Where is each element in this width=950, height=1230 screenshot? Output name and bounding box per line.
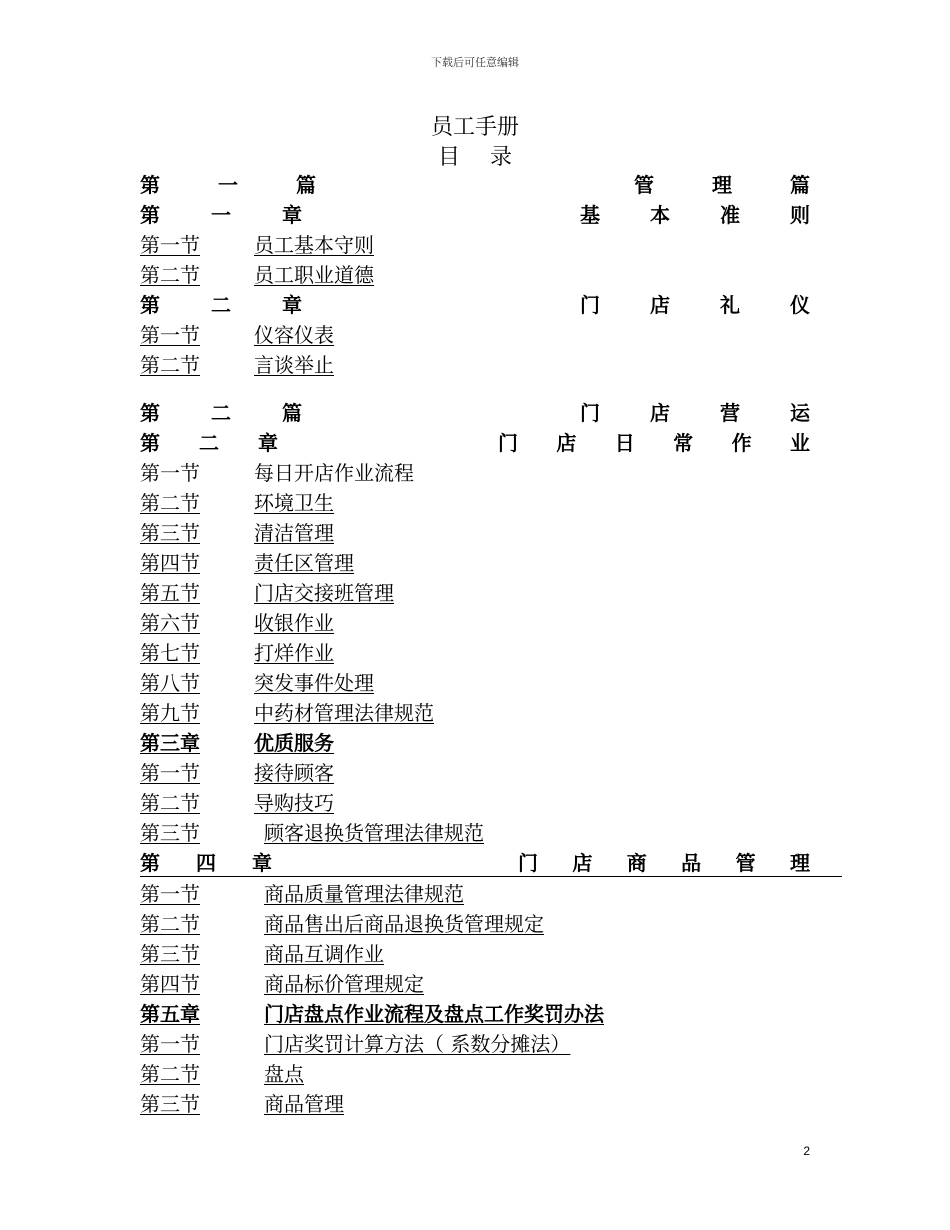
table-of-contents [140,168,810,1117]
toc-section[interactable]: 第三节 商品管理 [140,1091,344,1116]
toc-section[interactable]: 第二节 环境卫生 [140,490,334,515]
toc-chapter-5[interactable]: 第五章 门店盘点作业流程及盘点工作奖罚办法 [140,1001,604,1026]
part-2-title: 门 店 营 运 [580,400,810,425]
toc-heading: 目录 [437,145,542,170]
header-note: 下载后可任意编辑 [431,56,519,69]
toc-section[interactable]: 第二节 导购技巧 [140,790,334,815]
toc-section[interactable]: 第六节 收银作业 [140,610,334,635]
toc-chapter-2b[interactable] [140,426,810,456]
toc-section[interactable]: 第一节 员工基本守则 [140,232,374,257]
toc-section[interactable]: 第一节 商品质量管理法律规范 [140,881,464,906]
page-number: 2 [803,1144,810,1158]
toc-section[interactable]: 第一节 门店奖罚计算方法（ 系数分摊法） [140,1031,571,1056]
toc-section[interactable]: 第三节 商品互调作业 [140,941,384,966]
chapter-4-title: 门 店 商 品 管 理 [518,850,810,875]
toc-section[interactable]: 第二节 员工职业道德 [140,262,374,287]
toc-chapter-4[interactable] [140,846,842,877]
chapter-1-number: 第 一 章 [140,202,302,227]
toc-chapter-1[interactable] [140,198,810,228]
toc-section[interactable]: 第一节 每日开店作业流程 [140,460,414,485]
chapter-4-number: 第 四 章 [140,850,272,875]
toc-section[interactable]: 第二节 言谈举止 [140,352,334,377]
toc-section[interactable]: 第一节 仪容仪表 [140,322,334,347]
chapter-2-number: 第 二 章 [140,292,302,317]
toc-chapter-2[interactable] [140,288,810,318]
toc-section[interactable]: 第二节 商品售出后商品退换货管理规定 [140,911,544,936]
toc-section[interactable]: 第四节 商品标价管理规定 [140,971,424,996]
document-title: 员工手册 [430,115,519,140]
chapter-2b-title: 门 店 日 常 作 业 [498,430,810,455]
chapter-2b-number: 第 二 章 [140,430,278,455]
chapter-1-title: 基 本 准 则 [580,202,810,227]
toc-section[interactable]: 第七节 打烊作业 [140,640,334,665]
part-1-title: 管 理 篇 [634,172,810,197]
toc-part-2[interactable] [140,396,810,426]
part-2-number: 第 二 篇 [140,400,302,425]
toc-section[interactable]: 第八节 突发事件处理 [140,670,374,695]
chapter-2-title: 门 店 礼 仪 [580,292,810,317]
toc-section[interactable]: 第四节 责任区管理 [140,550,354,575]
toc-part-1[interactable] [140,168,810,198]
toc-section[interactable]: 第二节 盘点 [140,1061,304,1086]
toc-section[interactable]: 第三节 清洁管理 [140,520,334,545]
toc-chapter-3[interactable]: 第三章 优质服务 [140,730,334,755]
toc-section[interactable]: 第三节 顾客退换货管理法律规范 [140,820,484,845]
part-1-number: 第 一 篇 [140,172,316,197]
toc-section[interactable]: 第九节 中药材管理法律规范 [140,700,434,725]
toc-section[interactable]: 第一节 接待顾客 [140,760,334,785]
toc-section[interactable]: 第五节 门店交接班管理 [140,580,394,605]
